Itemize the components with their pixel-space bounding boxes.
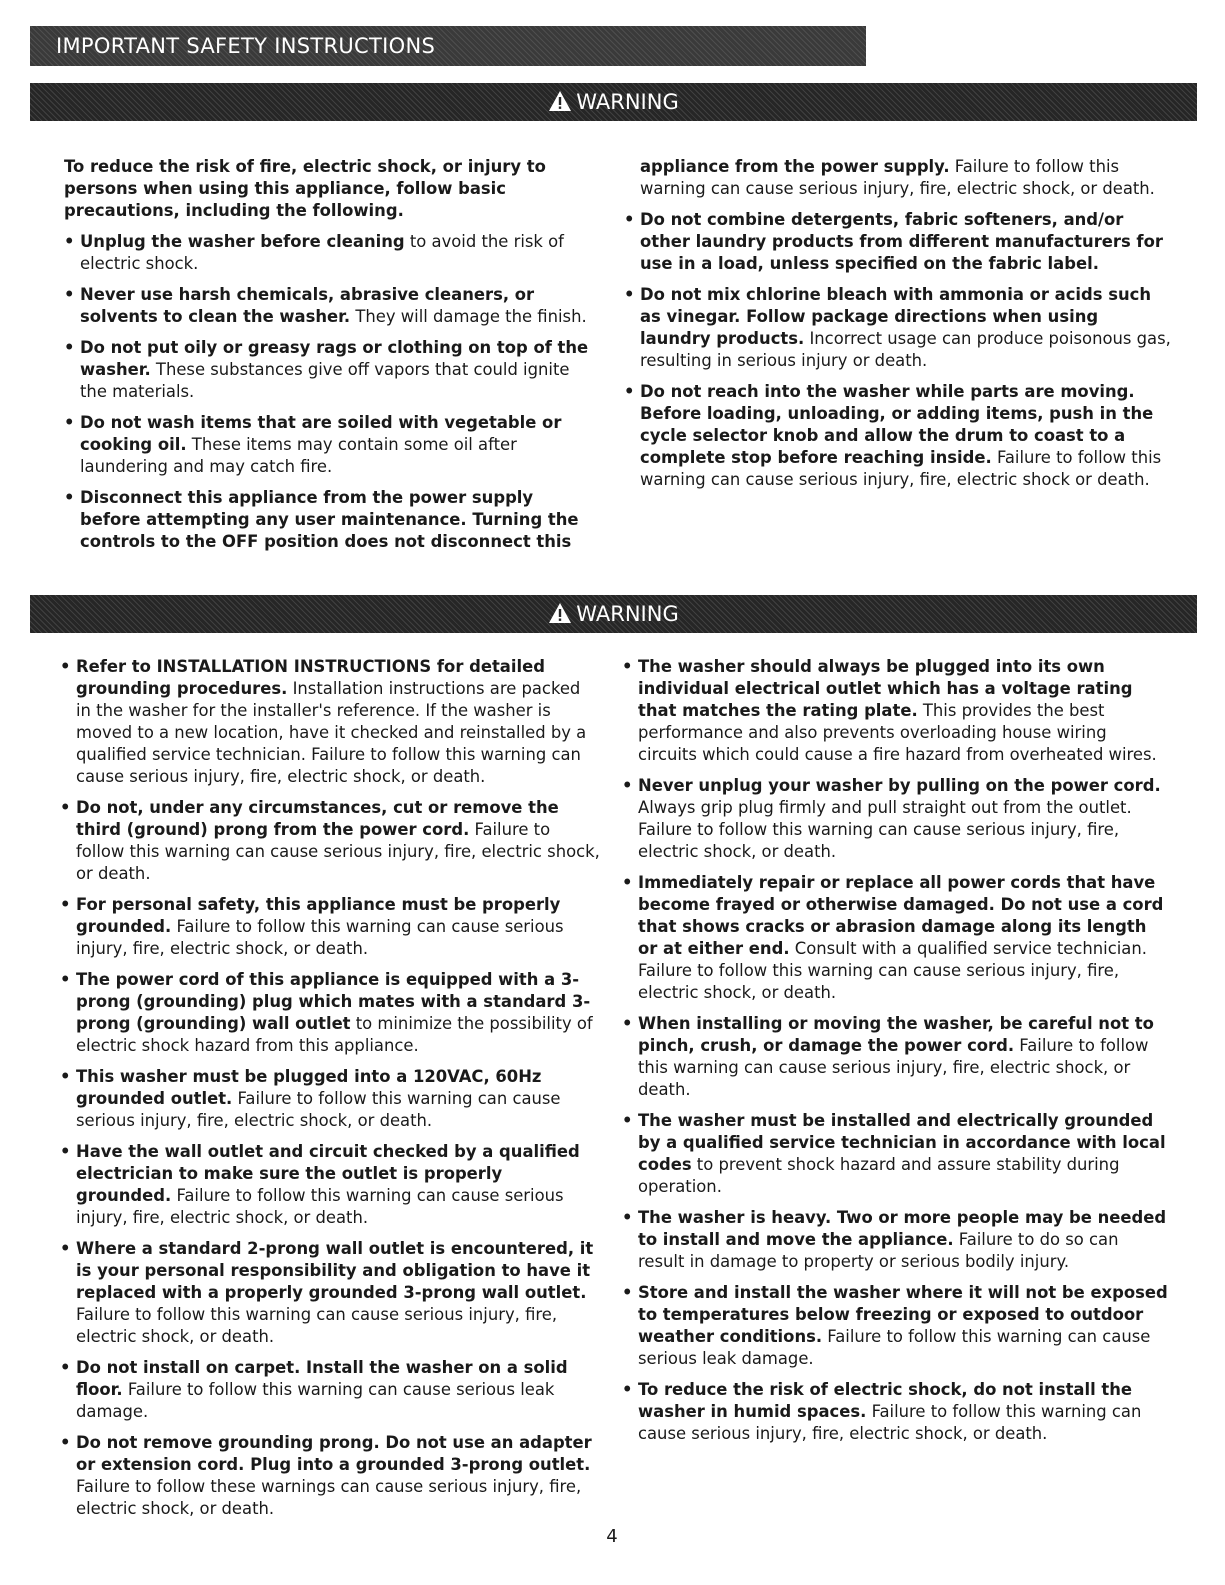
warning-column-2 bbox=[624, 156, 1172, 500]
item-bold: Never use harsh chemicals, abrasive cleaners, or solvents to clean the washer. bbox=[80, 285, 535, 326]
item-bold: Never unplug your washer by pulling on the power cord. bbox=[638, 776, 1161, 795]
safety-item bbox=[622, 1207, 1170, 1273]
item-bold: Unplug the washer before cleaning bbox=[80, 232, 405, 251]
item-text: to avoid the risk of electric shock. bbox=[80, 232, 564, 273]
safety-item bbox=[60, 1357, 600, 1423]
safety-item bbox=[64, 284, 594, 328]
safety-item bbox=[622, 656, 1170, 766]
safety-item bbox=[60, 1066, 600, 1132]
item-text: Always grip plug firmly and pull straight out from the outlet. Failure to follow this warning can cause serious injury, fire, electric shock, or death. bbox=[638, 798, 1132, 861]
item-text: Failure to follow this warning can cause serious injury, fire, electric shock, or death. bbox=[638, 1402, 1142, 1443]
item-bold: Do not wash items that are soiled with vegetable or cooking oil. bbox=[80, 413, 562, 454]
item-text: Incorrect usage can produce poisonous gas, resulting in serious injury or death. bbox=[640, 329, 1171, 370]
safety-item bbox=[60, 1141, 600, 1229]
item-bold: appliance from the power supply. bbox=[640, 157, 950, 176]
item-text: They will damage the finish. bbox=[350, 307, 587, 326]
warning-label: WARNING bbox=[576, 90, 679, 114]
item-text: Installation instructions are packed in the washer for the installer's reference. If the washer is moved to a new location, have it checked and reinstalled by a qualified service technician. Failure to follow this warning can cause serious injury, fire, electric shock, or death. bbox=[76, 679, 587, 786]
item-text: Failure to follow this warning can cause serious injury, fire, electric shock, or death. bbox=[76, 1089, 561, 1130]
item-bold: Immediately repair or replace all power cords that have become frayed or otherwise damaged. Do not use a cord that shows cracks or abrasion damage along its length or at either end. bbox=[638, 873, 1164, 958]
safety-item bbox=[624, 284, 1172, 372]
safety-item bbox=[60, 894, 600, 960]
safety-item bbox=[64, 231, 594, 275]
item-bold: The washer should always be plugged into its own individual electrical outlet which has a voltage rating that matches the rating plate. bbox=[638, 657, 1133, 720]
safety-item bbox=[64, 337, 594, 403]
intro-text: To reduce the risk of fire, electric shock, or injury to persons when using this appliance, follow basic precautions, including the following. bbox=[64, 157, 546, 220]
warning-label: WARNING bbox=[576, 602, 679, 626]
item-text: Failure to follow this warning can cause serious injury, fire, electric shock, or death. bbox=[76, 820, 600, 883]
safety-item bbox=[64, 412, 594, 478]
item-bold: For personal safety, this appliance must be properly grounded. bbox=[76, 895, 561, 936]
item-bold: The power cord of this appliance is equipped with a 3-prong (grounding) plug which mates with a standard 3-prong (grounding) wall outlet bbox=[76, 970, 591, 1033]
item-text: Failure to follow this warning can cause serious injury, fire, electric shock, or death. bbox=[638, 1036, 1149, 1099]
safety-item bbox=[64, 487, 594, 553]
item-text: This provides the best performance and also prevents overloading house wiring circuits which could cause a fire hazard from overheated wires. bbox=[638, 701, 1157, 764]
item-bold: Disconnect this appliance from the power supply before attempting any user maintenance. Turning the controls to the OFF position does not disconnect this bbox=[80, 488, 579, 551]
item-text: Failure to do so can result in damage to property or serious bodily injury. bbox=[638, 1230, 1119, 1271]
section-title: IMPORTANT SAFETY INSTRUCTIONS bbox=[30, 26, 866, 66]
warning-column-4 bbox=[622, 656, 1170, 1454]
item-text: These items may contain some oil after laundering and may catch fire. bbox=[80, 435, 517, 476]
item-text: Failure to follow these warnings can cause serious injury, fire, electric shock, or death. bbox=[76, 1477, 582, 1518]
item-text: Consult with a qualified service technician. Failure to follow this warning can cause serious injury, fire, electric shock, or death. bbox=[638, 939, 1147, 1002]
item-bold: Store and install the washer where it will not be exposed to temperatures below freezing or exposed to outdoor weather conditions. bbox=[638, 1283, 1168, 1346]
safety-item bbox=[624, 381, 1172, 491]
item-text: Failure to follow this warning can cause serious leak damage. bbox=[76, 1380, 555, 1421]
item-bold: Do not install on carpet. Install the washer on a solid floor. bbox=[76, 1358, 568, 1399]
item-bold: The washer is heavy. Two or more people may be needed to install and move the appliance. bbox=[638, 1208, 1167, 1249]
safety-item bbox=[622, 872, 1170, 1004]
item-text: to minimize the possibility of electric shock hazard from this appliance. bbox=[76, 1014, 593, 1055]
safety-item bbox=[60, 797, 600, 885]
item-text: Failure to follow this warning can cause serious injury, fire, electric shock or death. bbox=[640, 448, 1162, 489]
item-bold: Refer to INSTALLATION INSTRUCTIONS for detailed grounding procedures. bbox=[76, 657, 545, 698]
item-text: Failure to follow this warning can cause serious injury, fire, electric shock, or death. bbox=[76, 1186, 564, 1227]
safety-item bbox=[624, 209, 1172, 275]
item-text: Failure to follow this warning can cause serious injury, fire, electric shock, or death. bbox=[76, 917, 564, 958]
safety-item bbox=[622, 1013, 1170, 1101]
item-bold: This washer must be plugged into a 120VAC, 60Hz grounded outlet. bbox=[76, 1067, 542, 1108]
safety-item bbox=[622, 1282, 1170, 1370]
safety-item bbox=[60, 656, 600, 788]
continued-item bbox=[624, 156, 1172, 200]
safety-item bbox=[622, 1379, 1170, 1445]
safety-item bbox=[60, 1432, 600, 1520]
warning-triangle-icon bbox=[548, 602, 572, 624]
warning-triangle-icon bbox=[548, 90, 572, 112]
item-bold: Do not, under any circumstances, cut or remove the third (ground) prong from the power cord. bbox=[76, 798, 559, 839]
warning-column-3 bbox=[60, 656, 600, 1529]
page-number: 4 bbox=[606, 1526, 618, 1547]
item-text: Failure to follow this warning can cause serious leak damage. bbox=[638, 1327, 1151, 1368]
item-bold: Where a standard 2-prong wall outlet is encountered, it is your personal responsibility and obligation to have it replaced with a properly grounded 3-prong wall outlet. bbox=[76, 1239, 594, 1302]
safety-item bbox=[60, 969, 600, 1057]
item-text: Failure to follow this warning can cause serious injury, fire, electric shock, or death. bbox=[76, 1305, 558, 1346]
item-bold: Do not combine detergents, fabric softeners, and/or other laundry products from different manufacturers for use in a load, unless specified on the fabric label. bbox=[640, 210, 1163, 273]
item-bold: To reduce the risk of electric shock, do not install the washer in humid spaces. bbox=[638, 1380, 1133, 1421]
safety-item bbox=[622, 775, 1170, 863]
item-bold: Do not remove grounding prong. Do not use an adapter or extension cord. Plug into a grounded 3-prong outlet. bbox=[76, 1433, 592, 1474]
item-bold: Do not mix chlorine bleach with ammonia or acids such as vinegar. Follow package directions when using laundry products. bbox=[640, 285, 1152, 348]
warning-banner bbox=[30, 595, 1197, 633]
warning-column-1 bbox=[64, 156, 594, 562]
item-bold: Have the wall outlet and circuit checked by a qualified electrician to make sure the outlet is properly grounded. bbox=[76, 1142, 580, 1205]
warning-banner bbox=[30, 83, 1197, 121]
item-text: These substances give off vapors that could ignite the materials. bbox=[80, 360, 570, 401]
item-bold: When installing or moving the washer, be careful not to pinch, crush, or damage the power cord. bbox=[638, 1014, 1154, 1055]
item-text: Failure to follow this warning can cause serious injury, fire, electric shock, or death. bbox=[640, 157, 1155, 198]
item-bold: Do not put oily or greasy rags or clothing on top of the washer. bbox=[80, 338, 589, 379]
safety-item bbox=[622, 1110, 1170, 1198]
item-bold: Do not reach into the washer while parts are moving. Before loading, unloading, or adding items, push in the cycle selector knob and allow the drum to coast to a complete stop before reaching inside. bbox=[640, 382, 1154, 467]
safety-item bbox=[60, 1238, 600, 1348]
item-text: to prevent shock hazard and assure stability during operation. bbox=[638, 1155, 1120, 1196]
item-bold: The washer must be installed and electrically grounded by a qualified service technician in accordance with local codes bbox=[638, 1111, 1166, 1174]
